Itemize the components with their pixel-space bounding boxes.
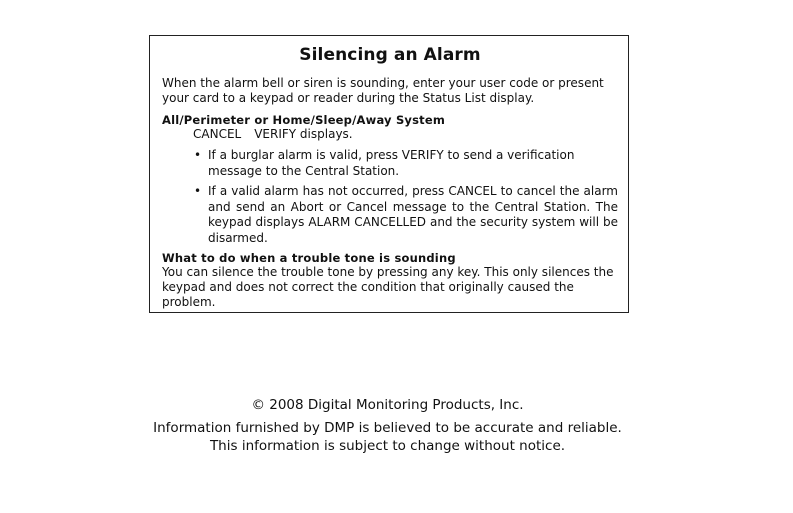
copyright-text: © 2008 Digital Monitoring Products, Inc. bbox=[251, 397, 524, 413]
notice-title: Silencing an Alarm bbox=[299, 45, 481, 65]
disclaimer-line-1: Information furnished by DMP is believed to be accurate and reliable. bbox=[153, 420, 622, 436]
section-heading-system: All/Perimeter or Home/Sleep/Away System bbox=[162, 113, 446, 127]
intro-paragraph: When the alarm bell or siren is sounding, enter your user code or present your card to a keypad or reader during the Status List display. bbox=[162, 76, 604, 105]
instruction-list bbox=[162, 148, 618, 246]
cancel-option-text: CANCEL bbox=[193, 127, 242, 141]
bullet-icon: • bbox=[194, 184, 202, 198]
list-item bbox=[192, 148, 618, 179]
trouble-tone-paragraph: You can silence the trouble tone by pressing any key. This only silences the keypad and does not correct the condition that originally caused the problem. bbox=[162, 265, 614, 309]
section-heading-trouble-tone: What to do when a trouble tone is sounding bbox=[162, 251, 456, 265]
verify-option-text: VERIFY displays. bbox=[254, 127, 353, 141]
list-item-text: If a valid alarm has not occurred, press CANCEL to cancel the alarm and send an Abort or Cancel message to the Central Station. The keypad displays ALARM CANCELLED and the security system will be disarmed. bbox=[208, 184, 618, 245]
list-item-text: If a burglar alarm is valid, press VERIFY to send a verification message to the Central Station. bbox=[208, 148, 575, 178]
bullet-icon: • bbox=[194, 148, 202, 162]
keypad-display-line bbox=[193, 127, 618, 142]
list-item bbox=[192, 184, 618, 246]
disclaimer-line-2: This information is subject to change without notice. bbox=[209, 438, 566, 454]
notice-box bbox=[149, 35, 629, 313]
